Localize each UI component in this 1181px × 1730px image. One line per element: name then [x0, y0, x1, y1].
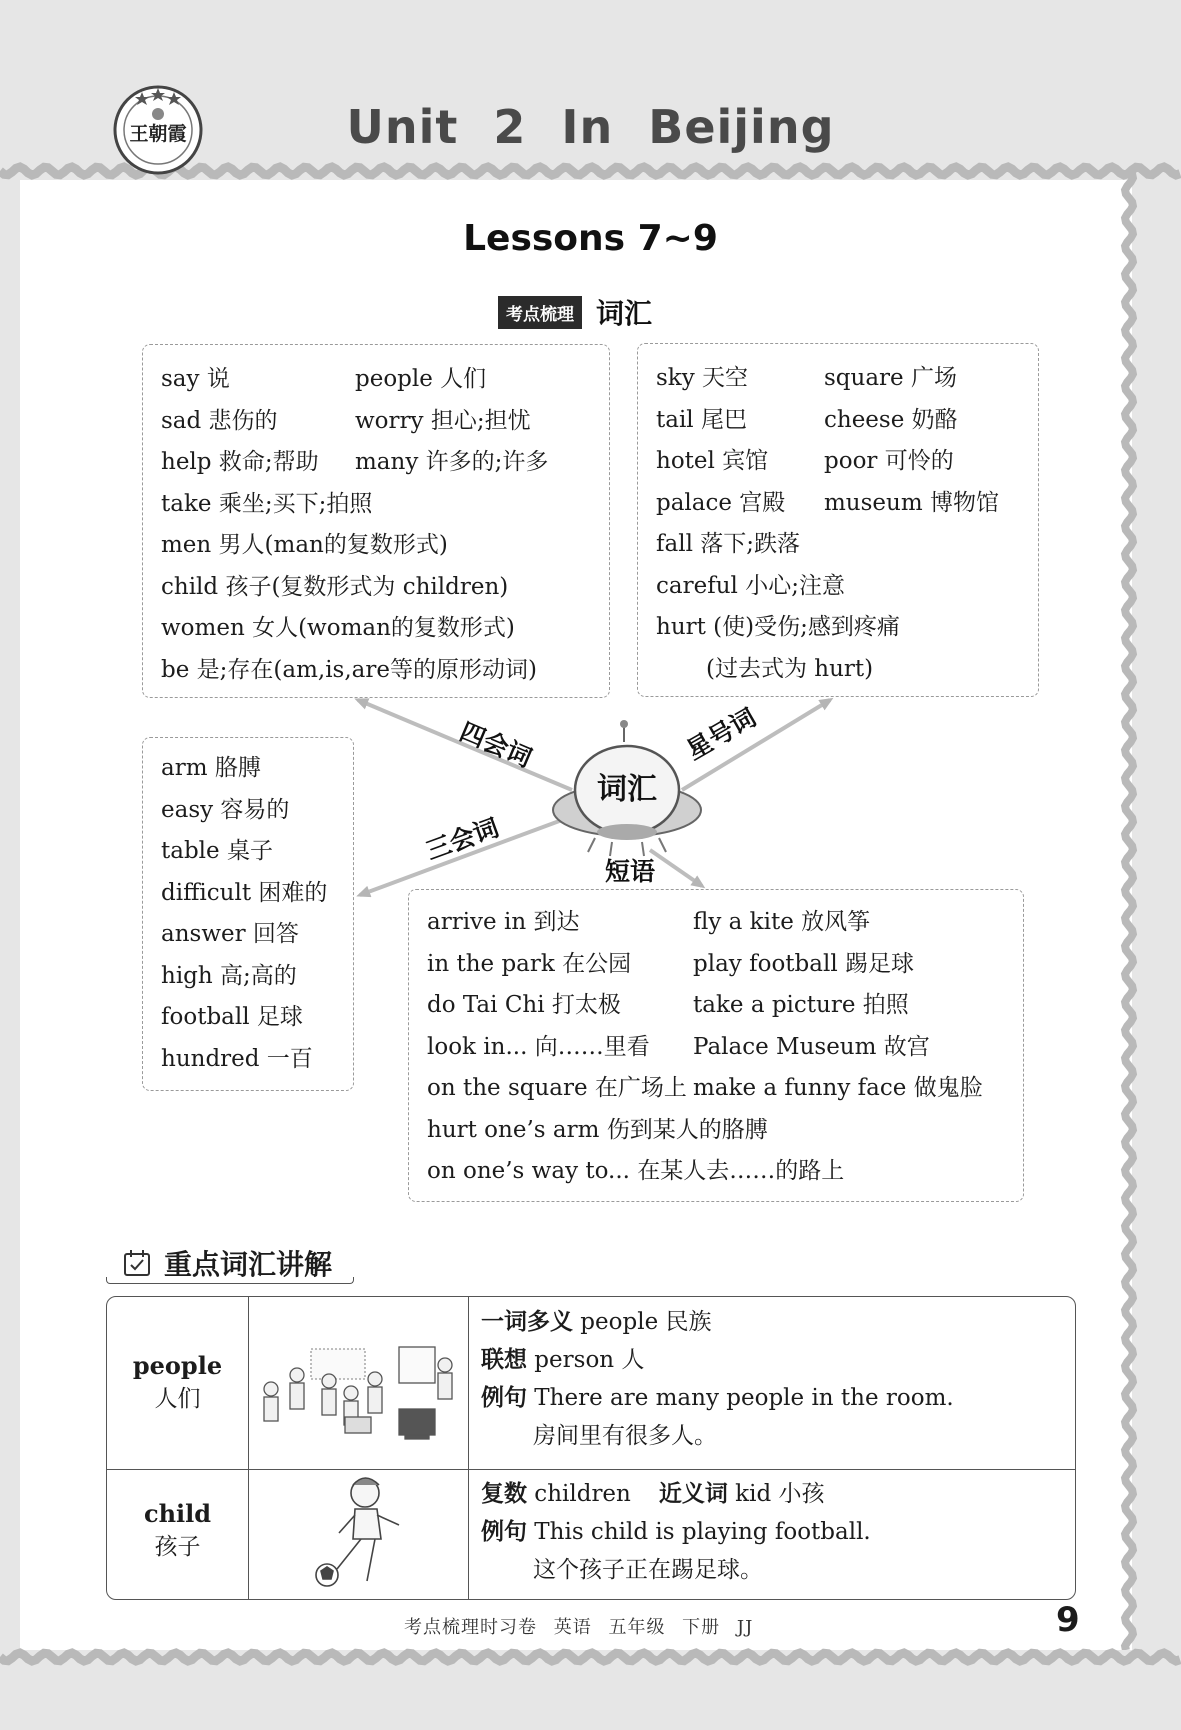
vocab-row	[656, 400, 1038, 442]
vocab-note: (过去式为 hurt)	[706, 655, 874, 682]
vocab-row	[427, 1027, 1023, 1069]
vocab-row	[427, 1068, 1023, 1110]
vocab-row	[427, 1151, 1023, 1193]
calendar-check-icon	[122, 1248, 152, 1278]
vocab-entry: football 足球	[161, 1004, 303, 1030]
vocab-row	[161, 401, 609, 443]
branch-label-four: 四会词	[455, 716, 537, 773]
word-cell	[107, 1469, 249, 1600]
vocab-entry: help 救命;帮助	[161, 449, 319, 475]
star-words-box	[637, 343, 1039, 697]
explanation-cell	[469, 1297, 1075, 1469]
explanation-line	[481, 1475, 1075, 1513]
vocab-entry: hurt one’s arm 伤到某人的胳膊	[427, 1116, 768, 1143]
vocab-entry: hotel 宾馆	[656, 448, 769, 474]
key-vocab-title-text: 重点词汇讲解	[164, 1248, 333, 1281]
image-cell	[249, 1469, 469, 1600]
word-english: child	[143, 1499, 212, 1528]
explanation-text: This child is playing football.	[527, 1519, 871, 1545]
vocab-row	[161, 567, 609, 609]
vocab-row	[656, 566, 1038, 608]
explanation-text: 这个孩子正在踢足球。	[533, 1557, 763, 1583]
vocab-row	[656, 483, 1038, 525]
vocab-entry: take 乘坐;买下;拍照	[161, 490, 373, 517]
footer-text: 考点梳理时习卷 英语 五年级 下册 JJ	[404, 1617, 754, 1638]
table-row	[107, 1297, 1075, 1470]
three-skill-words-box	[142, 737, 354, 1091]
explanation-label: 联想	[481, 1347, 527, 1373]
vocab-entry: worry 担心;担忧	[355, 407, 531, 434]
vocab-entry: high 高;高的	[161, 962, 297, 989]
vocab-row	[161, 650, 609, 692]
arrow-phrase	[650, 850, 702, 886]
boy-playing-football-illustration	[249, 1469, 467, 1599]
vocab-entry: on the square 在广场上	[427, 1075, 687, 1101]
vocab-row	[427, 902, 1023, 944]
vocab-entry: arrive in 到达	[427, 909, 580, 935]
vocab-row	[656, 524, 1038, 566]
explanation-label: 近义词	[658, 1481, 728, 1507]
vocab-entry: be 是;存在(am,is,are等的原形动词)	[161, 656, 537, 683]
explanation-line	[481, 1513, 1075, 1551]
vocab-entry: say 说	[161, 366, 230, 392]
four-skill-words-box	[142, 344, 610, 698]
vocab-entry: sky 天空	[656, 365, 749, 391]
vocab-entry: make a funny face 做鬼脸	[693, 1075, 983, 1101]
word-chinese: 孩子	[154, 1534, 201, 1560]
people-room-illustration	[249, 1297, 467, 1467]
vocab-entry: fly a kite 放风筝	[693, 909, 871, 935]
explanation-text: 房间里有很多人。	[533, 1423, 717, 1449]
image-cell	[249, 1297, 469, 1469]
vocab-entry: arm 胳膊	[161, 755, 261, 781]
branch-label-star: 星号词	[681, 702, 761, 766]
phrases-box	[408, 889, 1024, 1202]
explanation-label: 复数	[481, 1481, 527, 1507]
vocab-entry: people 人们	[355, 366, 487, 392]
explanation-text: people 民族	[573, 1309, 712, 1335]
vocab-entry: child 孩子(复数形式为 children)	[161, 573, 509, 600]
vocab-row	[161, 442, 609, 484]
vocab-entry: square 广场	[824, 365, 957, 391]
vocab-entry: Palace Museum 故宫	[693, 1033, 930, 1060]
vocab-entry: cheese 奶酪	[824, 406, 958, 433]
explanation-line	[481, 1341, 1075, 1379]
explanation-label: 例句	[481, 1385, 527, 1411]
vocab-row	[427, 1110, 1023, 1152]
vocab-row	[656, 358, 1038, 400]
explanation-line	[481, 1379, 1075, 1417]
vocab-entry: women 女人(woman的复数形式)	[161, 615, 515, 641]
vocab-entry: difficult 困难的	[161, 879, 328, 906]
hub-label: 词汇	[597, 772, 657, 807]
vocab-entry: table 桌子	[161, 838, 273, 864]
vocab-entry: do Tai Chi 打太极	[427, 992, 621, 1018]
branch-label-phrase: 短语	[605, 857, 656, 886]
vocab-entry: careful 小心;注意	[656, 572, 845, 599]
page-number: 9	[1056, 1600, 1080, 1640]
explanation-line	[481, 1417, 1075, 1455]
vocab-row	[161, 359, 609, 401]
section-tag-label: 词汇	[596, 297, 653, 330]
section-tag-badge: 考点梳理	[498, 296, 582, 329]
vocab-row	[161, 608, 609, 650]
vocab-entry: sad 悲伤的	[161, 407, 278, 434]
vocab-entry: fall 落下;跌落	[656, 531, 800, 557]
vocab-entry: many 许多的;许多	[355, 449, 549, 475]
vocab-row	[656, 441, 1038, 483]
word-cell	[107, 1297, 249, 1469]
explanation-label: 一词多义	[481, 1309, 573, 1335]
vocab-entry: in the park 在公园	[427, 950, 632, 977]
vocab-row	[656, 607, 1038, 649]
explanation-text: person 人	[527, 1347, 645, 1373]
vocab-row	[161, 525, 609, 567]
explanation-text: There are many people in the room.	[527, 1385, 954, 1411]
explanation-label: 例句	[481, 1519, 527, 1545]
explanation-cell	[469, 1469, 1075, 1600]
vocab-entry: poor 可怜的	[824, 448, 954, 474]
explanation-line	[481, 1303, 1075, 1341]
word-english: people	[132, 1351, 223, 1380]
vocab-entry: palace 宫殿	[656, 489, 786, 516]
explanation-text: kid 小孩	[727, 1481, 825, 1507]
table-row	[107, 1469, 1075, 1600]
vocab-entry: easy 容易的	[161, 796, 290, 823]
vocab-entry: tail 尾巴	[656, 406, 747, 433]
vocab-entry: answer 回答	[161, 921, 299, 947]
vocab-entry: on one’s way to... 在某人去……的路上	[427, 1158, 845, 1184]
branch-label-three: 三会词	[422, 812, 503, 866]
vocab-entry: take a picture 拍照	[693, 992, 909, 1018]
word-chinese: 人们	[154, 1386, 201, 1412]
vocab-entry: hurt (使)受伤;感到疼痛	[656, 614, 900, 640]
explanation-line	[481, 1551, 1075, 1589]
explanation-text: children	[527, 1481, 631, 1507]
unit-title: Unit 2 In Beijing	[346, 100, 835, 154]
vocab-entry: museum 博物馆	[824, 489, 999, 516]
vocab-entry: play football 踢足球	[693, 950, 915, 977]
vocab-entry: hundred 一百	[161, 1045, 313, 1072]
vocab-row	[427, 944, 1023, 986]
vocab-row	[161, 484, 609, 526]
lessons-title: Lessons 7~9	[463, 218, 718, 259]
vocab-entry: men 男人(man的复数形式)	[161, 532, 448, 558]
key-vocab-table	[106, 1296, 1076, 1600]
key-vocab-title	[106, 1244, 332, 1282]
vocab-row	[427, 985, 1023, 1027]
vocab-entry: look in... 向……里看	[427, 1033, 650, 1060]
logo-text: 王朝霞	[129, 123, 187, 145]
